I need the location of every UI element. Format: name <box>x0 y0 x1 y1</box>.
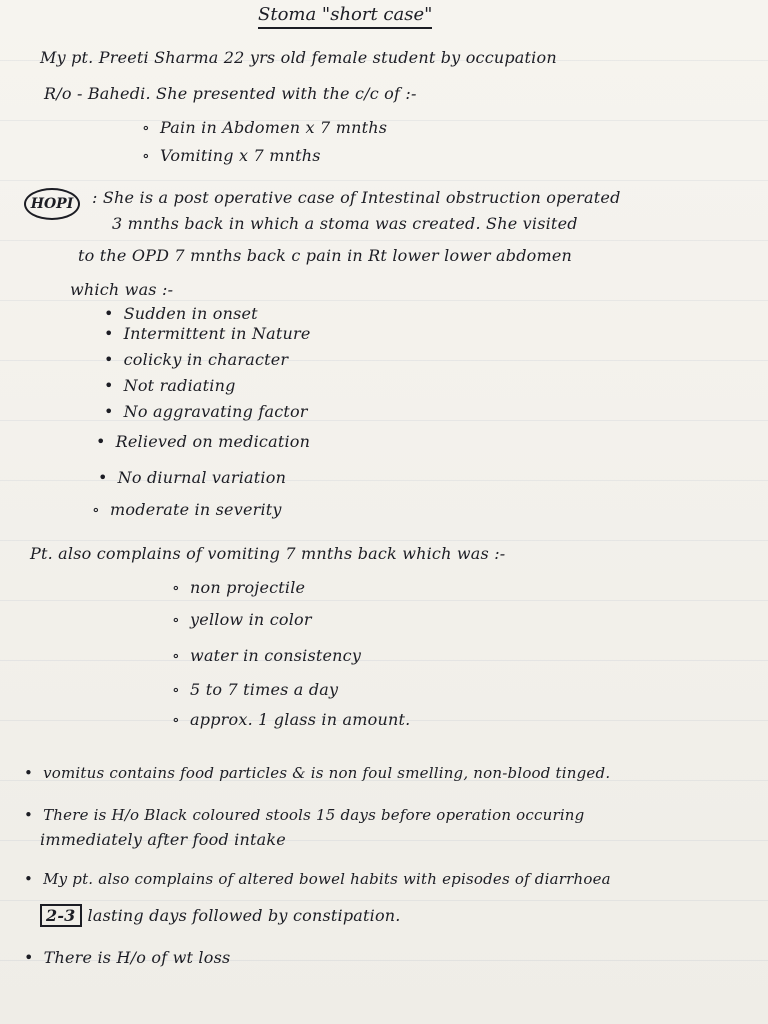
title-underline <box>258 27 432 29</box>
bullet-icon: • <box>24 870 34 888</box>
boxed-duration: 2-3 <box>40 904 82 927</box>
bullet-icon: • <box>104 350 114 369</box>
hopi-line: 3 mnths back in which a stoma was created. She visited <box>112 214 578 233</box>
history-continuation <box>40 904 401 927</box>
complaint-text: Vomiting x 7 mnths <box>160 146 321 165</box>
ruled-line <box>0 900 768 901</box>
pain-feature-item <box>98 468 286 487</box>
complaint-text: Pain in Abdomen x 7 mnths <box>160 118 388 137</box>
history-item <box>24 948 230 967</box>
complaint-item <box>142 118 387 137</box>
history-text: lasting days followed by constipation. <box>87 906 401 925</box>
hopi-line: : She is a post operative case of Intestinal obstruction operated <box>92 188 621 207</box>
bullet-icon: • <box>98 468 108 487</box>
history-item <box>24 806 584 824</box>
ruled-line <box>0 660 768 661</box>
page-title <box>258 4 432 25</box>
bullet-icon: ∘ <box>142 118 151 137</box>
ruled-line <box>0 300 768 301</box>
bullet-icon: • <box>104 376 114 395</box>
bullet-icon: • <box>104 324 114 343</box>
page-title-text: Stoma "short case" <box>258 4 433 25</box>
hopi-label-text: HOPI <box>30 196 74 212</box>
pain-feature-item <box>104 304 258 323</box>
history-text: My pt. also complains of altered bowel habits with episodes of diarrhoea <box>43 870 611 888</box>
history-item <box>24 764 610 782</box>
vomiting-feature-item <box>172 710 410 729</box>
pain-feature-text: Relieved on medication <box>115 432 311 451</box>
bullet-icon: • <box>104 304 114 323</box>
ruled-line <box>0 540 768 541</box>
bullet-icon: ∘ <box>172 610 181 629</box>
bullet-icon: ∘ <box>172 578 181 597</box>
complaint-item <box>142 146 321 165</box>
bullet-icon: • <box>104 402 114 421</box>
pain-feature-text: moderate in severity <box>110 500 282 519</box>
bullet-icon: ∘ <box>172 680 181 699</box>
bullet-icon: • <box>24 948 34 967</box>
pain-feature-text: Not radiating <box>123 376 236 395</box>
history-text: There is H/o Black coloured stools 15 days before operation occuring <box>43 806 585 824</box>
pain-feature-text: Sudden in onset <box>123 304 258 323</box>
pain-feature-text: No aggravating factor <box>123 402 308 421</box>
bullet-icon: ∘ <box>172 710 181 729</box>
vomiting-intro: Pt. also complains of vomiting 7 mnths back which was :- <box>30 544 506 563</box>
history-continuation: immediately after food intake <box>40 830 286 849</box>
vomiting-feature-item <box>172 578 305 597</box>
ruled-line <box>0 240 768 241</box>
intro-line: R/o - Bahedi. She presented with the c/c of :- <box>44 84 417 103</box>
history-item <box>24 870 611 888</box>
vomiting-feature-text: non projectile <box>190 578 306 597</box>
history-text: vomitus contains food particles & is non foul smelling, non-blood tinged. <box>43 764 611 782</box>
vomiting-feature-item <box>172 610 312 629</box>
hopi-line: which was :- <box>70 280 174 299</box>
pain-feature-text: Intermittent in Nature <box>123 324 311 343</box>
pain-feature-item <box>104 376 236 395</box>
bullet-icon: ∘ <box>92 500 101 519</box>
ruled-line <box>0 600 768 601</box>
pain-feature-text: colicky in character <box>123 350 289 369</box>
intro-line: My pt. Preeti Sharma 22 yrs old female student by occupation <box>40 48 557 67</box>
vomiting-feature-item <box>172 680 338 699</box>
ruled-line <box>0 180 768 181</box>
hopi-line: to the OPD 7 mnths back c pain in Rt lower lower abdomen <box>78 246 573 265</box>
vomiting-feature-text: approx. 1 glass in amount. <box>190 710 411 729</box>
bullet-icon: ∘ <box>142 146 151 165</box>
vomiting-feature-item <box>172 646 361 665</box>
bullet-icon: ∘ <box>172 646 181 665</box>
bullet-icon: • <box>24 764 34 782</box>
vomiting-feature-text: water in consistency <box>190 646 362 665</box>
pain-feature-text: No diurnal variation <box>117 468 287 487</box>
pain-feature-item <box>96 432 310 451</box>
pain-feature-item <box>92 500 282 519</box>
bullet-icon: • <box>24 806 34 824</box>
vomiting-feature-text: yellow in color <box>190 610 312 629</box>
vomiting-feature-text: 5 to 7 times a day <box>190 680 339 699</box>
hopi-circled-label <box>24 188 80 220</box>
bullet-icon: • <box>96 432 106 451</box>
pain-feature-item <box>104 324 311 343</box>
pain-feature-item <box>104 402 308 421</box>
pain-feature-item <box>104 350 288 369</box>
history-text: There is H/o of wt loss <box>43 948 231 967</box>
